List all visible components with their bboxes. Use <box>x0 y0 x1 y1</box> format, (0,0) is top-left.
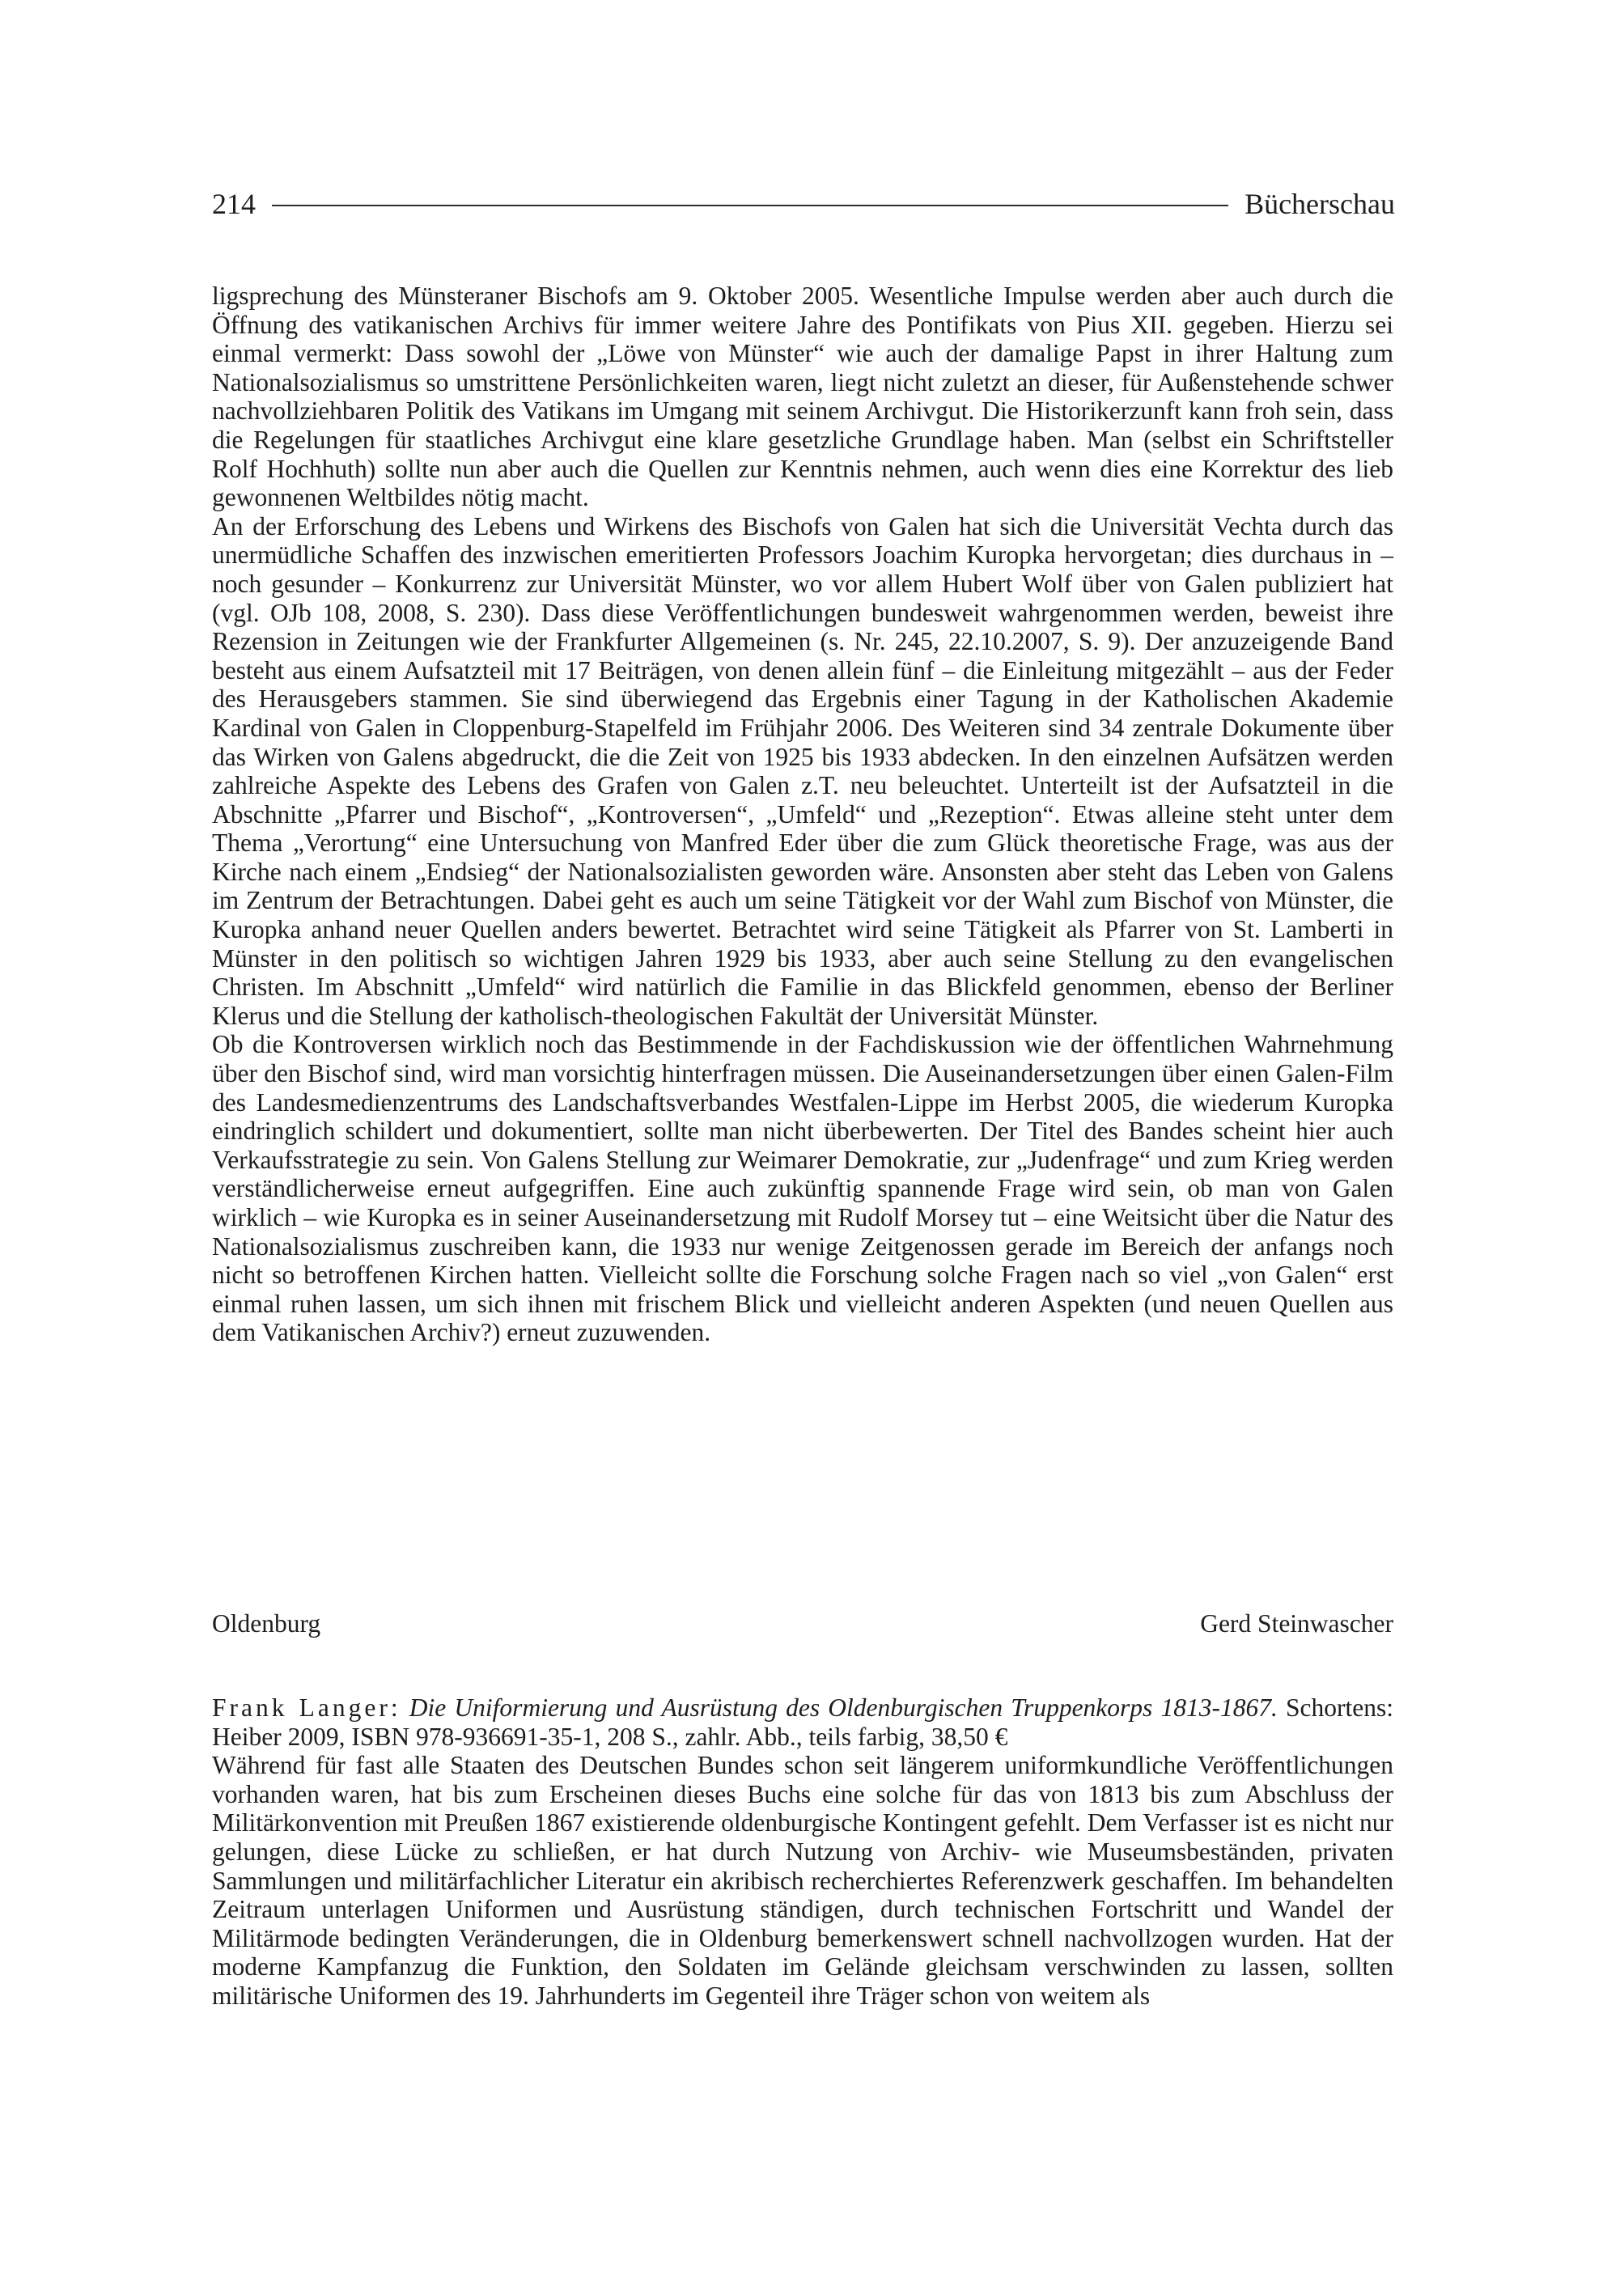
page-number: 214 <box>212 188 256 220</box>
review-2-author: Frank Langer: <box>212 1693 401 1722</box>
review-1-paragraph: Ob die Kontroversen wirklich noch das Bestimmende in der Fachdiskussion wie der öffentlichen Wahrnehmung über den Bischof sind, wird man vorsichtig hinterfragen müssen. Die Auseinandersetzungen über einen Galen-Film des Landesmedienzentrums des Landschaftsverbandes Westfalen-Lippe im Herbst 2005, die wiederum Kuropka eindringlich schildert und dokumentiert, sollte man nicht überbewerten. Der Titel des Bandes scheint hier auch Verkaufsstrategie zu sein. Von Galens Stellung zur Weimarer Demokratie, zur „Judenfrage“ und zum Krieg werden verständlicherweise erneut aufgegriffen. Eine auch zukünftig spannende Frage wird sein, ob man von Galen wirklich – wie Kuropka es in seiner Auseinandersetzung mit Rudolf Morsey tut – eine Weitsicht über die Natur des Nationalsozialismus zuschreiben kann, die 1933 nur wenige Zeitgenossen gerade im Bereich der anfangs noch nicht so betroffenen Kirchen hatten. Vielleicht sollte die Forschung solche Fragen nach so viel „von Galen“ erst einmal ruhen lassen, um sich ihnen mit frischem Blick und vielleicht anderen Aspekten (und neuen Quellen aus dem Vatikanischen Archiv?) erneut zuzuwenden. <box>212 1030 1393 1347</box>
section-title: Bücherschau <box>1245 188 1395 220</box>
review-2-publication: Schortens: Heiber 2009, ISBN 978-936691-35-1, 208 S., zahlr. Abb., teils farbig, 38,50 € <box>212 1693 1393 1751</box>
header-rule <box>272 205 1228 206</box>
review-2 <box>212 1693 1393 2011</box>
review-1-body <box>212 282 1393 1347</box>
reviewer-place: Oldenburg <box>212 1609 321 1638</box>
running-head <box>212 184 1395 223</box>
review-2-paragraph: Während für fast alle Staaten des Deutschen Bundes schon seit längerem uniformkundliche Veröffentlichungen vorhanden waren, hat bis zum Erscheinen dieses Buchs eine solche für das von 1813 bis zum Abschluss der Militärkonvention mit Preußen 1867 existierende oldenburgische Kontingent gefehlt. Dem Verfasser ist es nicht nur gelungen, diese Lücke zu schließen, er hat durch Nutzung von Archiv- wie Museumsbeständen, privaten Sammlungen und militärfachlicher Literatur ein akribisch recherchiertes Referenzwerk geschaffen. Im behandelten Zeitraum unterlagen Uniformen und Ausrüstung ständigen, durch technischen Fortschritt und Wandel der Militärmode bedingten Veränderungen, die in Oldenburg bemerkenswert schnell nachvollzogen wurden. Hat der moderne Kampfanzug die Funktion, den Soldaten im Gelände gleichsam verschwinden zu lassen, sollten militärische Uniformen des 19. Jahrhunderts im Gegenteil ihre Träger schon von weitem als <box>212 1751 1393 2010</box>
review-2-book-title: Die Uniformierung und Ausrüstung des Oldenburgischen Truppenkorps 1813-1867. <box>409 1693 1278 1722</box>
reviewer-name: Gerd Steinwascher <box>1200 1609 1393 1638</box>
review-1-paragraph: An der Erforschung des Lebens und Wirkens des Bischofs von Galen hat sich die Universität Vechta durch das unermüdliche Schaffen des inzwischen emeritierten Professors Joachim Kuropka hervorgetan; dies durchaus in – noch gesunder – Konkurrenz zur Universität Münster, wo vor allem Hubert Wolf über von Galen publiziert hat (vgl. OJb 108, 2008, S. 230). Dass diese Veröffentlichungen bundesweit wahrgenommen werden, beweist ihre Rezension in Zeitungen wie der Frankfurter Allgemeinen (s. Nr. 245, 22.10.2007, S. 9). Der anzuzeigende Band besteht aus einem Aufsatzteil mit 17 Beiträgen, von denen allein fünf – die Einleitung mitgezählt – aus der Feder des Herausgebers stammen. Sie sind überwiegend das Ergebnis einer Tagung in der Katholischen Akademie Kardinal von Galen in Cloppenburg-Stapelfeld im Frühjahr 2006. Des Weiteren sind 34 zentrale Dokumente über das Wirken von Galens abgedruckt, die die Zeit von 1925 bis 1933 abdecken. In den einzelnen Aufsätzen werden zahlreiche Aspekte des Lebens des Grafen von Galen z.T. neu beleuchtet. Unterteilt ist der Aufsatzteil in die Abschnitte „Pfarrer und Bischof“, „Kontroversen“, „Umfeld“ und „Rezeption“. Etwas alleine steht unter dem Thema „Verortung“ eine Untersuchung von Manfred Eder über die zum Glück theoretische Frage, was aus der Kirche nach einem „Endsieg“ der Nationalsozialisten geworden wäre. Ansonsten aber steht das Leben von Galens im Zentrum der Betrachtungen. Dabei geht es auch um seine Tätigkeit vor der Wahl zum Bischof von Münster, die Kuropka anhand neuer Quellen anders bewertet. Betrachtet wird seine Tätigkeit als Pfarrer von St. Lamberti in Münster in den politisch so wichtigen Jahren 1929 bis 1933, aber auch seine Stellung zu den evangelischen Christen. Im Abschnitt „Umfeld“ wird natürlich die Familie in das Blickfeld genommen, ebenso der Berliner Klerus und die Stellung der katholisch-theologischen Fakultät der Universität Münster. <box>212 511 1393 1030</box>
review-1-signature <box>212 1609 1393 1638</box>
review-1-paragraph: ligsprechung des Münsteraner Bischofs am 9. Oktober 2005. Wesentliche Impulse werden aber auch durch die Öffnung des vatikanischen Archivs für immer weitere Jahre des Pontifikats von Pius XII. gegeben. Hierzu sei einmal vermerkt: Dass sowohl der „Löwe von Münster“ wie auch der damalige Papst in ihrer Haltung zum Nationalsozialismus so umstrittene Persönlichkeiten waren, liegt nicht zuletzt an dieser, für Außenstehende schwer nachvollziehbaren Politik des Vatikans im Umgang mit seinem Archivgut. Die Historikerzunft kann froh sein, dass die Regelungen für staatliches Archivgut eine klare gesetzliche Grundlage haben. Man (selbst ein Schriftsteller Rolf Hochhuth) sollte nun aber auch die Quellen zur Kenntnis nehmen, auch wenn dies eine Korrektur des lieb gewonnenen Weltbildes nötig macht. <box>212 282 1393 512</box>
review-2-citation <box>212 1693 1393 1751</box>
